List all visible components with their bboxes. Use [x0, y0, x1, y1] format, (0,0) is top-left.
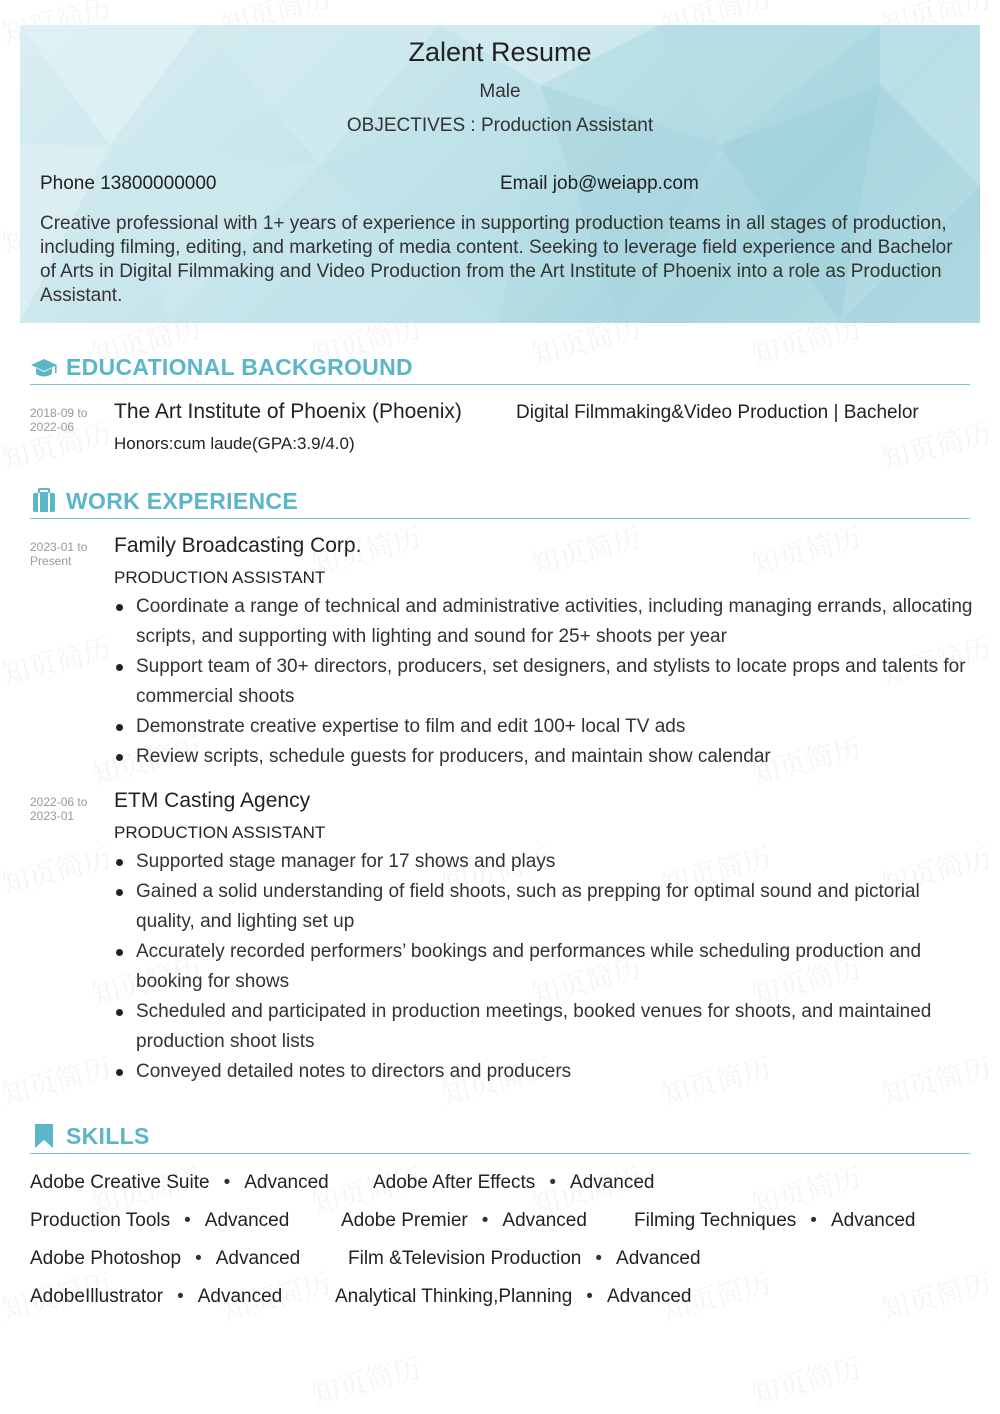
honors: Honors:cum laude(GPA:3.9/4.0) [114, 434, 355, 453]
education-date [30, 406, 110, 434]
date-from: 2023-01 to [30, 540, 88, 554]
responsibilities-list [114, 592, 974, 772]
section-education-header [30, 354, 970, 385]
skill-name: Adobe Creative Suite [30, 1172, 210, 1193]
separator: • [586, 1286, 593, 1307]
skill-level: Advanced [830, 1210, 916, 1231]
date-from: 2022-06 to [30, 795, 88, 809]
briefcase-icon [30, 488, 58, 514]
skill-item [373, 1172, 654, 1194]
section-work-title: WORK EXPERIENCE [66, 488, 298, 514]
watermark [0, 1046, 115, 1114]
list-item: Supported stage manager for 17 shows and plays [114, 847, 974, 877]
resume-header [20, 25, 980, 323]
work-date [30, 540, 110, 568]
separator: • [177, 1286, 184, 1307]
job-role: PRODUCTION ASSISTANT [114, 823, 326, 842]
contact-phone: Phone 13800000000 [40, 173, 217, 194]
section-education-title: EDUCATIONAL BACKGROUND [66, 354, 413, 380]
skill-level: Advanced [197, 1286, 283, 1307]
company-name: ETM Casting Agency [114, 789, 311, 812]
list-item: Support team of 30+ directors, producers, set designers, and stylists to locate props and talents for commercial shoots [114, 652, 974, 712]
contact-email: Email job@weiapp.com [500, 173, 699, 194]
skill-item [335, 1286, 691, 1308]
skill-level: Advanced [616, 1248, 701, 1269]
skill-level: Advanced [606, 1286, 692, 1307]
section-skills-title: SKILLS [66, 1123, 150, 1149]
separator: • [549, 1172, 556, 1193]
list-item: Gained a solid understanding of field shoots, such as prepping for optimal sound and pictorial quality, and lighting set up [114, 877, 974, 937]
section-work-header [30, 488, 970, 519]
skill-name: Film &Television Production [348, 1248, 582, 1269]
list-item: Scheduled and participated in production meetings, booked venues for shoots, and maintained production shoot lists [114, 997, 974, 1057]
job-role: PRODUCTION ASSISTANT [114, 568, 326, 587]
date-to: 2022-06 [30, 420, 75, 434]
candidate-gender: Male [479, 81, 521, 102]
responsibilities-list [114, 847, 974, 1087]
candidate-name: Zalent Resume [408, 37, 592, 67]
watermark [747, 1346, 866, 1414]
skill-item [634, 1210, 915, 1232]
list-item: Review scripts, schedule guests for producers, and maintain show calendar [114, 742, 974, 772]
skill-item [30, 1172, 329, 1194]
separator: • [595, 1248, 603, 1269]
skill-level: Advanced [204, 1210, 290, 1231]
date-to: Present [30, 554, 72, 568]
separator: • [195, 1248, 202, 1269]
bookmark-icon [30, 1123, 58, 1149]
skill-level: Advanced [215, 1248, 301, 1269]
skill-name: Filming Techniques [634, 1210, 797, 1231]
watermark [747, 516, 866, 584]
profile-summary: Creative professional with 1+ years of experience in supporting production teams in all stages of production, including filming, editing, and marketing of media content. Seeking to leverage field experience and Bachelor of Arts in Digital Filmmaking and Video Production from the Art Institute of Phoenix into a role as Production Assistant. [40, 213, 953, 306]
list-item: Accurately recorded performers’ bookings and performances while scheduling production and booking for shows [114, 937, 974, 997]
skill-level: Advanced [244, 1172, 329, 1193]
watermark [307, 1346, 426, 1414]
skill-name: Analytical Thinking,Planning [335, 1286, 573, 1307]
skill-level: Advanced [502, 1210, 587, 1231]
skill-name: Production Tools [30, 1210, 171, 1231]
skill-item [30, 1248, 300, 1270]
section-skills-header [30, 1123, 970, 1154]
watermark [527, 516, 646, 584]
skill-name: Adobe Premier [341, 1210, 468, 1231]
skill-item [341, 1210, 587, 1232]
skill-name: Adobe Photoshop [30, 1248, 182, 1269]
skill-level: Advanced [569, 1172, 655, 1193]
watermark [0, 836, 115, 904]
skill-item [30, 1286, 282, 1308]
school-name: The Art Institute of Phoenix (Phoenix) [114, 400, 462, 423]
separator: • [481, 1210, 489, 1231]
list-item: Conveyed detailed notes to directors and producers [114, 1057, 974, 1087]
separator: • [223, 1172, 231, 1193]
list-item: Coordinate a range of technical and administrative activities, including managing errands, allocating scripts, and supporting with lighting and sound for 25+ shoots per year [114, 592, 974, 652]
skill-item [30, 1210, 289, 1232]
date-from: 2018-09 to [30, 406, 88, 420]
degree: Digital Filmmaking&Video Production | Bachelor [516, 402, 919, 423]
date-to: 2023-01 [30, 809, 75, 823]
skill-name: Adobe After Effects [373, 1172, 536, 1193]
list-item: Demonstrate creative expertise to film and edit 100+ local TV ads [114, 712, 974, 742]
separator: • [810, 1210, 817, 1231]
company-name: Family Broadcasting Corp. [114, 534, 362, 557]
work-date [30, 795, 110, 823]
watermark [877, 1261, 996, 1329]
job-objective: OBJECTIVES : Production Assistant [346, 115, 654, 136]
graduation-cap-icon [30, 354, 58, 380]
separator: • [184, 1210, 191, 1231]
skill-item [348, 1248, 701, 1270]
watermark [0, 626, 115, 694]
skill-name: AdobeIllustrator [30, 1286, 164, 1307]
